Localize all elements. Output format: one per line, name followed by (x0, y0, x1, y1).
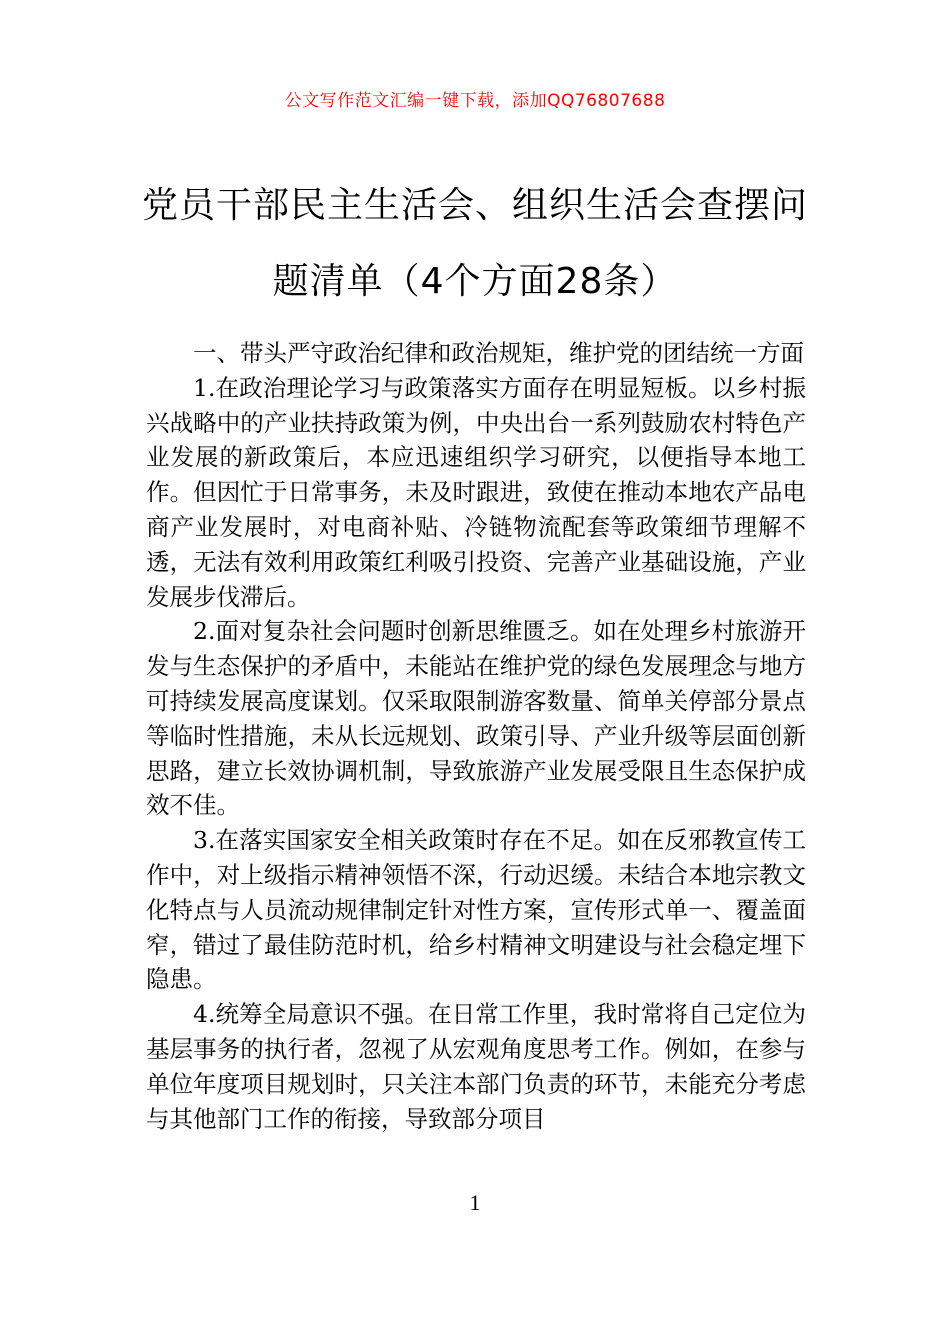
title-line-1: 党员干部民主生活会、组织生活会查摆问 (141, 185, 808, 226)
paragraph-item-3: 3.在落实国家安全相关政策时存在不足。如在反邪教宣传工作中，对上级指示精神领悟不深，行动迟缓。未结合本地宗教文化特点与人员流动规律制定针对性方案，宣传形式单一、覆盖面窄，错过了最佳防范时机，给乡村精神文明建设与社会稳定埋下隐患。 (146, 826, 806, 994)
title-line-2: 题清单（4个方面28条） (272, 261, 678, 302)
document-body (146, 336, 806, 1136)
header-promo-note: 公文写作范文汇编一键下载，添加QQ76807688 (284, 91, 666, 111)
paragraph-item-2: 2.面对复杂社会问题时创新思维匮乏。如在处理乡村旅游开发与生态保护的矛盾中，未能站在维护党的绿色发展理念与地方可持续发展高度谋划。仅采取限制游客数量、简单关停部分景点等临时性措施，未从长远规划、政策引导、产业升级等层面创新思路，建立长效协调机制，导致旅游产业发展受限且生态保护成效不佳。 (146, 617, 806, 820)
document-title (140, 168, 810, 320)
page-number: 1 (469, 1190, 481, 1215)
section-heading: 一、带头严守政治纪律和政治规矩，维护党的团结统一方面 (193, 339, 804, 367)
paragraph-item-1: 1.在政治理论学习与政策落实方面存在明显短板。以乡村振兴战略中的产业扶持政策为例，中央出台一系列鼓励农村特色产业发展的新政策后，本应迅速组织学习研究，以便指导本地工作。但因忙于日常事务，未及时跟进，致使在推动本地农产品电商产业发展时，对电商补贴、冷链物流配套等政策细节理解不透，无法有效利用政策红利吸引投资、完善产业基础设施，产业发展步伐滞后。 (146, 373, 806, 611)
paragraph-item-4: 4.统筹全局意识不强。在日常工作里，我时常将自己定位为基层事务的执行者，忽视了从宏观角度思考工作。例如，在参与单位年度项目规划时，只关注本部门负责的环节，未能充分考虑与其他部门工作的衔接，导致部分项目 (146, 1000, 806, 1133)
